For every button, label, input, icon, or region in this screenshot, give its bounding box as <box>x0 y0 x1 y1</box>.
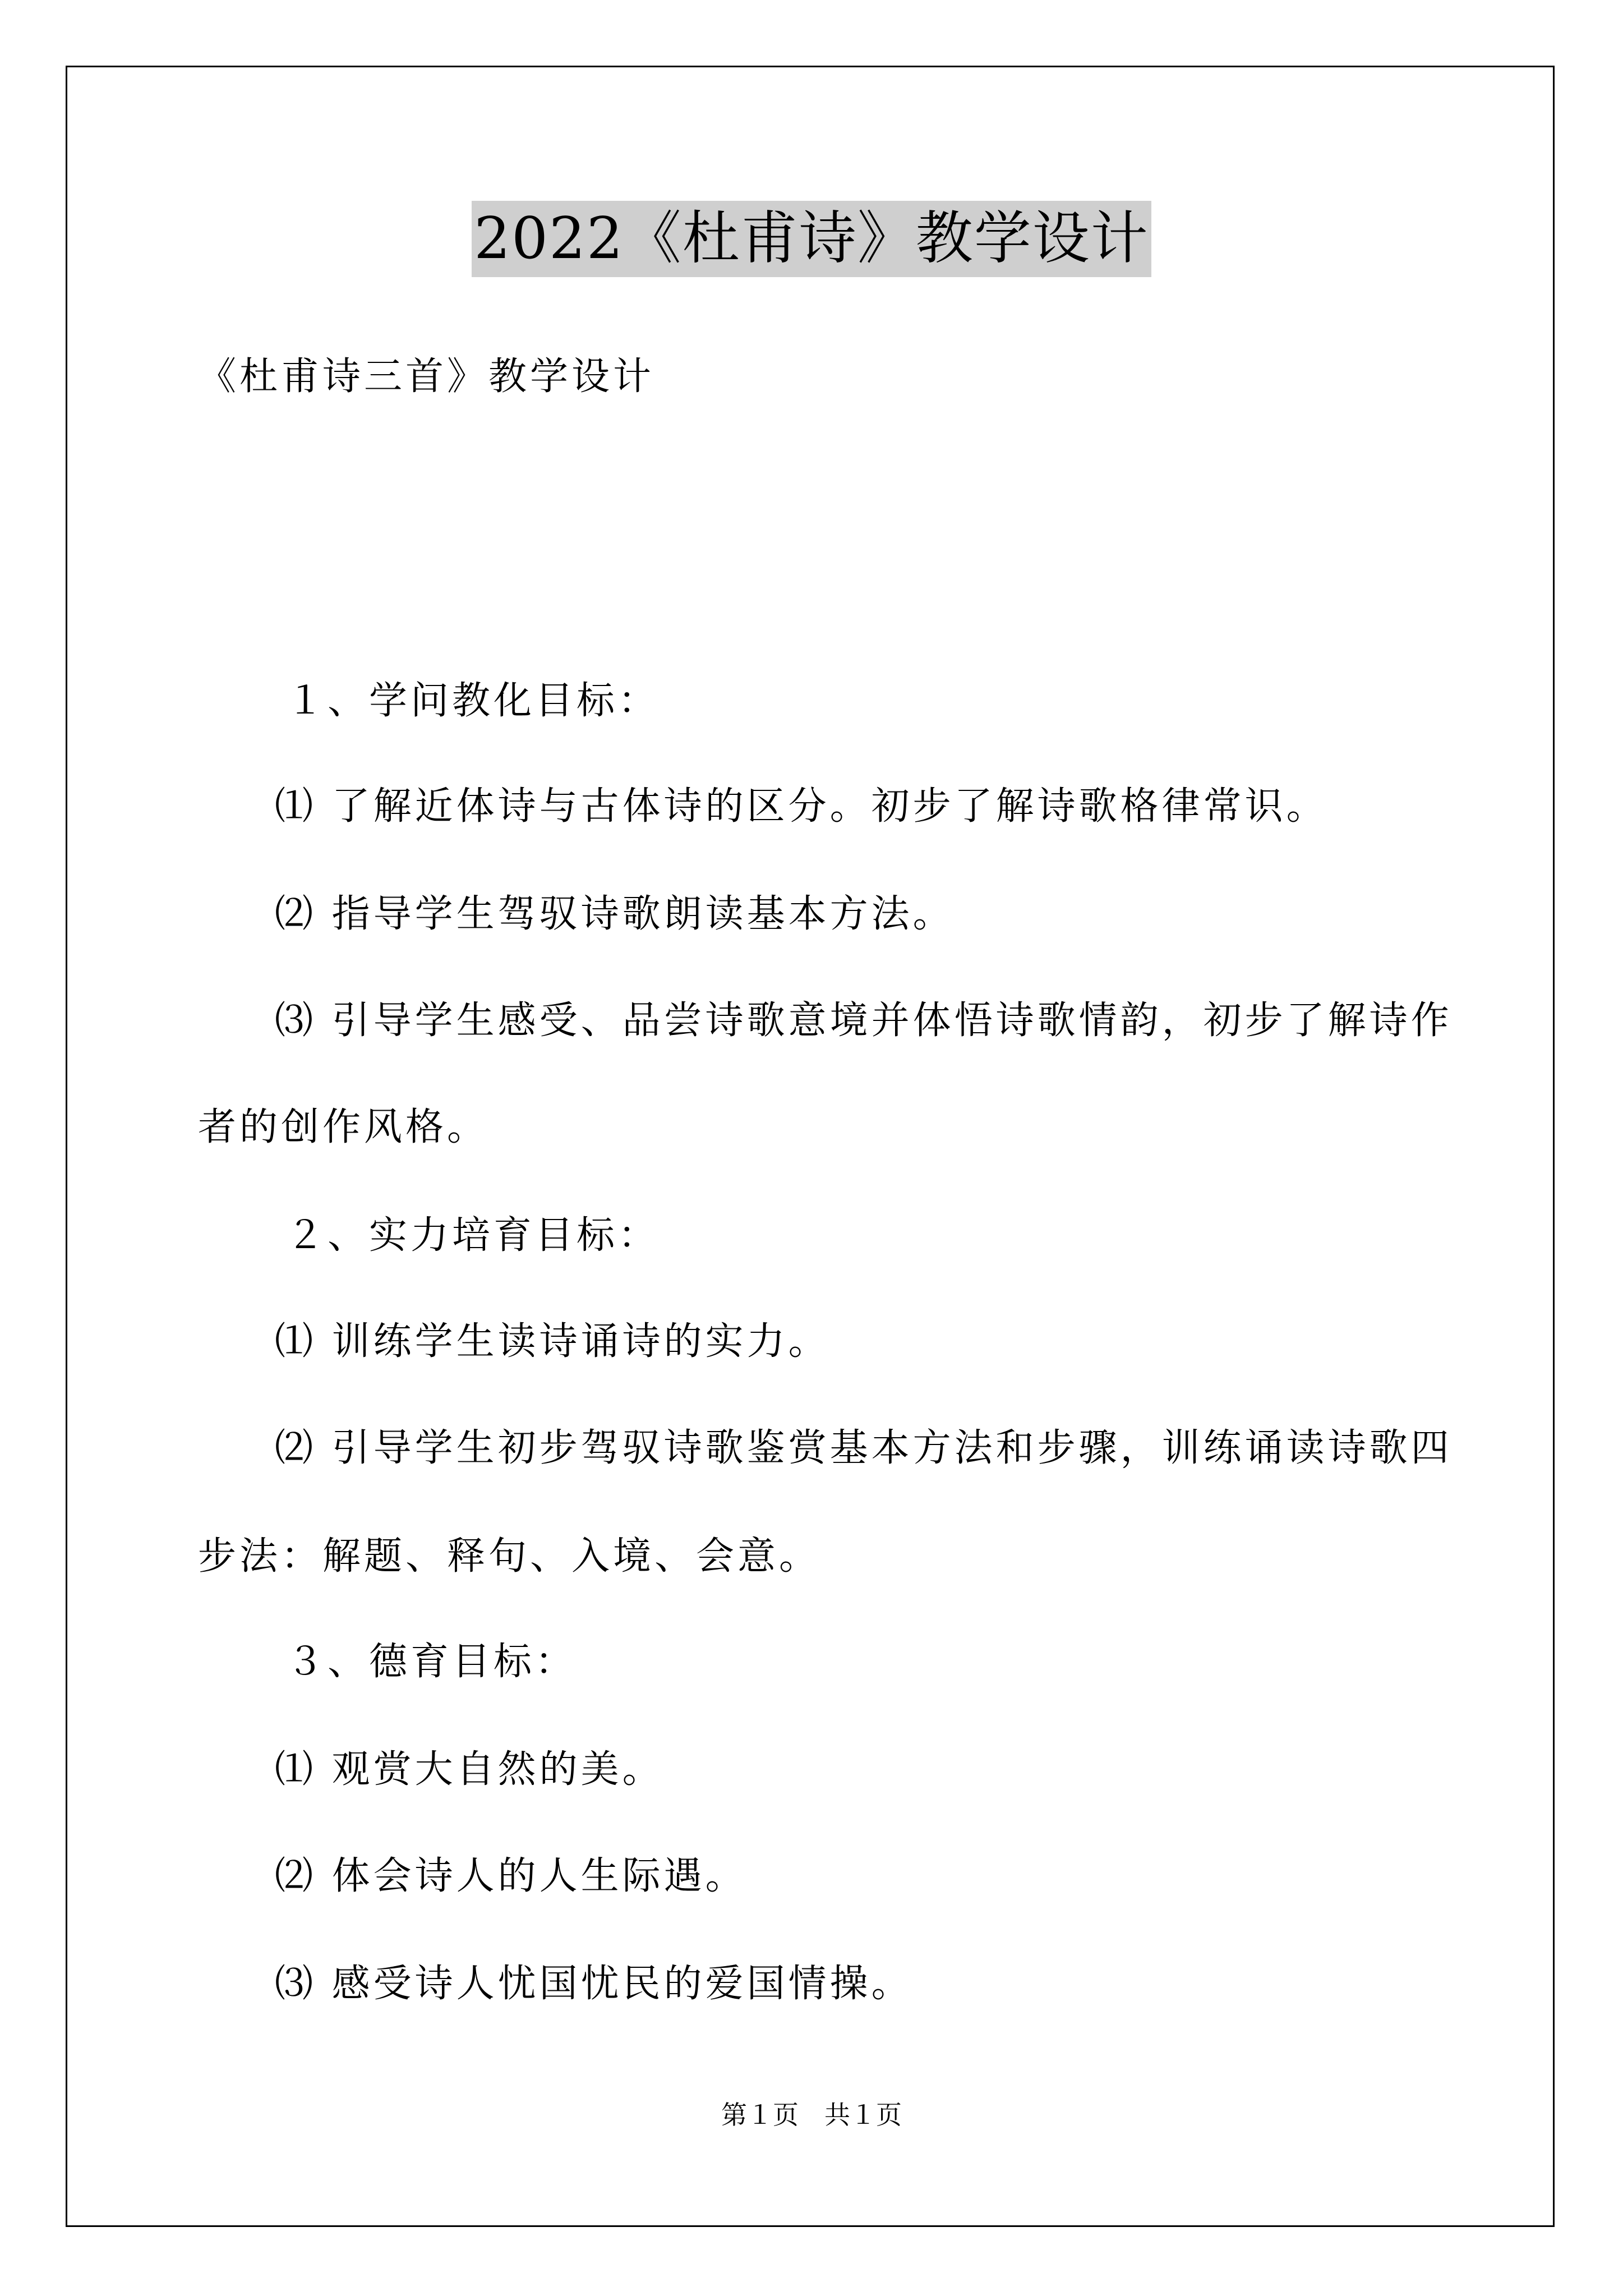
section-heading: ３、德育目标： <box>286 1640 577 1684</box>
section-heading: ２、实力培育目标： <box>286 1213 660 1258</box>
paragraph-line: ⑴ 训练学生读诗诵诗的实力。 <box>275 1319 830 1364</box>
paragraph-line: ⑴ 观赏大自然的美。 <box>275 1747 664 1792</box>
section-heading: １、学问教化目标： <box>286 679 660 723</box>
document-title: 2022《杜甫诗》教学设计 <box>472 201 1151 277</box>
paragraph-line: ⑴ 了解近体诗与古体诗的区分。初步了解诗歌格律常识。 <box>275 784 1328 829</box>
title-container <box>0 201 1623 277</box>
paragraph-line: ⑵ 体会诗人的人生际遇。 <box>275 1854 747 1898</box>
paragraph-line: ⑶ 引导学生感受、品尝诗歌意境并体悟诗歌情韵，初步了解诗作 <box>275 999 1453 1043</box>
paragraph-line: ⑵ 指导学生驾驭诗歌朗读基本方法。 <box>275 892 955 936</box>
paragraph-line: 者的创作风格。 <box>198 1105 489 1149</box>
paragraph-line: ⑶ 感受诗人忧国忧民的爱国情操。 <box>275 1962 913 2006</box>
document-subtitle: 《杜甫诗三首》教学设计 <box>198 355 655 399</box>
paragraph-line: ⑵ 引导学生初步驾驭诗歌鉴赏基本方法和步骤，训练诵读诗歌四 <box>275 1426 1453 1470</box>
page-footer: 第１页 共１页 <box>721 2100 902 2130</box>
paragraph-line: 步法：解题、释句、入境、会意。 <box>198 1534 821 1579</box>
